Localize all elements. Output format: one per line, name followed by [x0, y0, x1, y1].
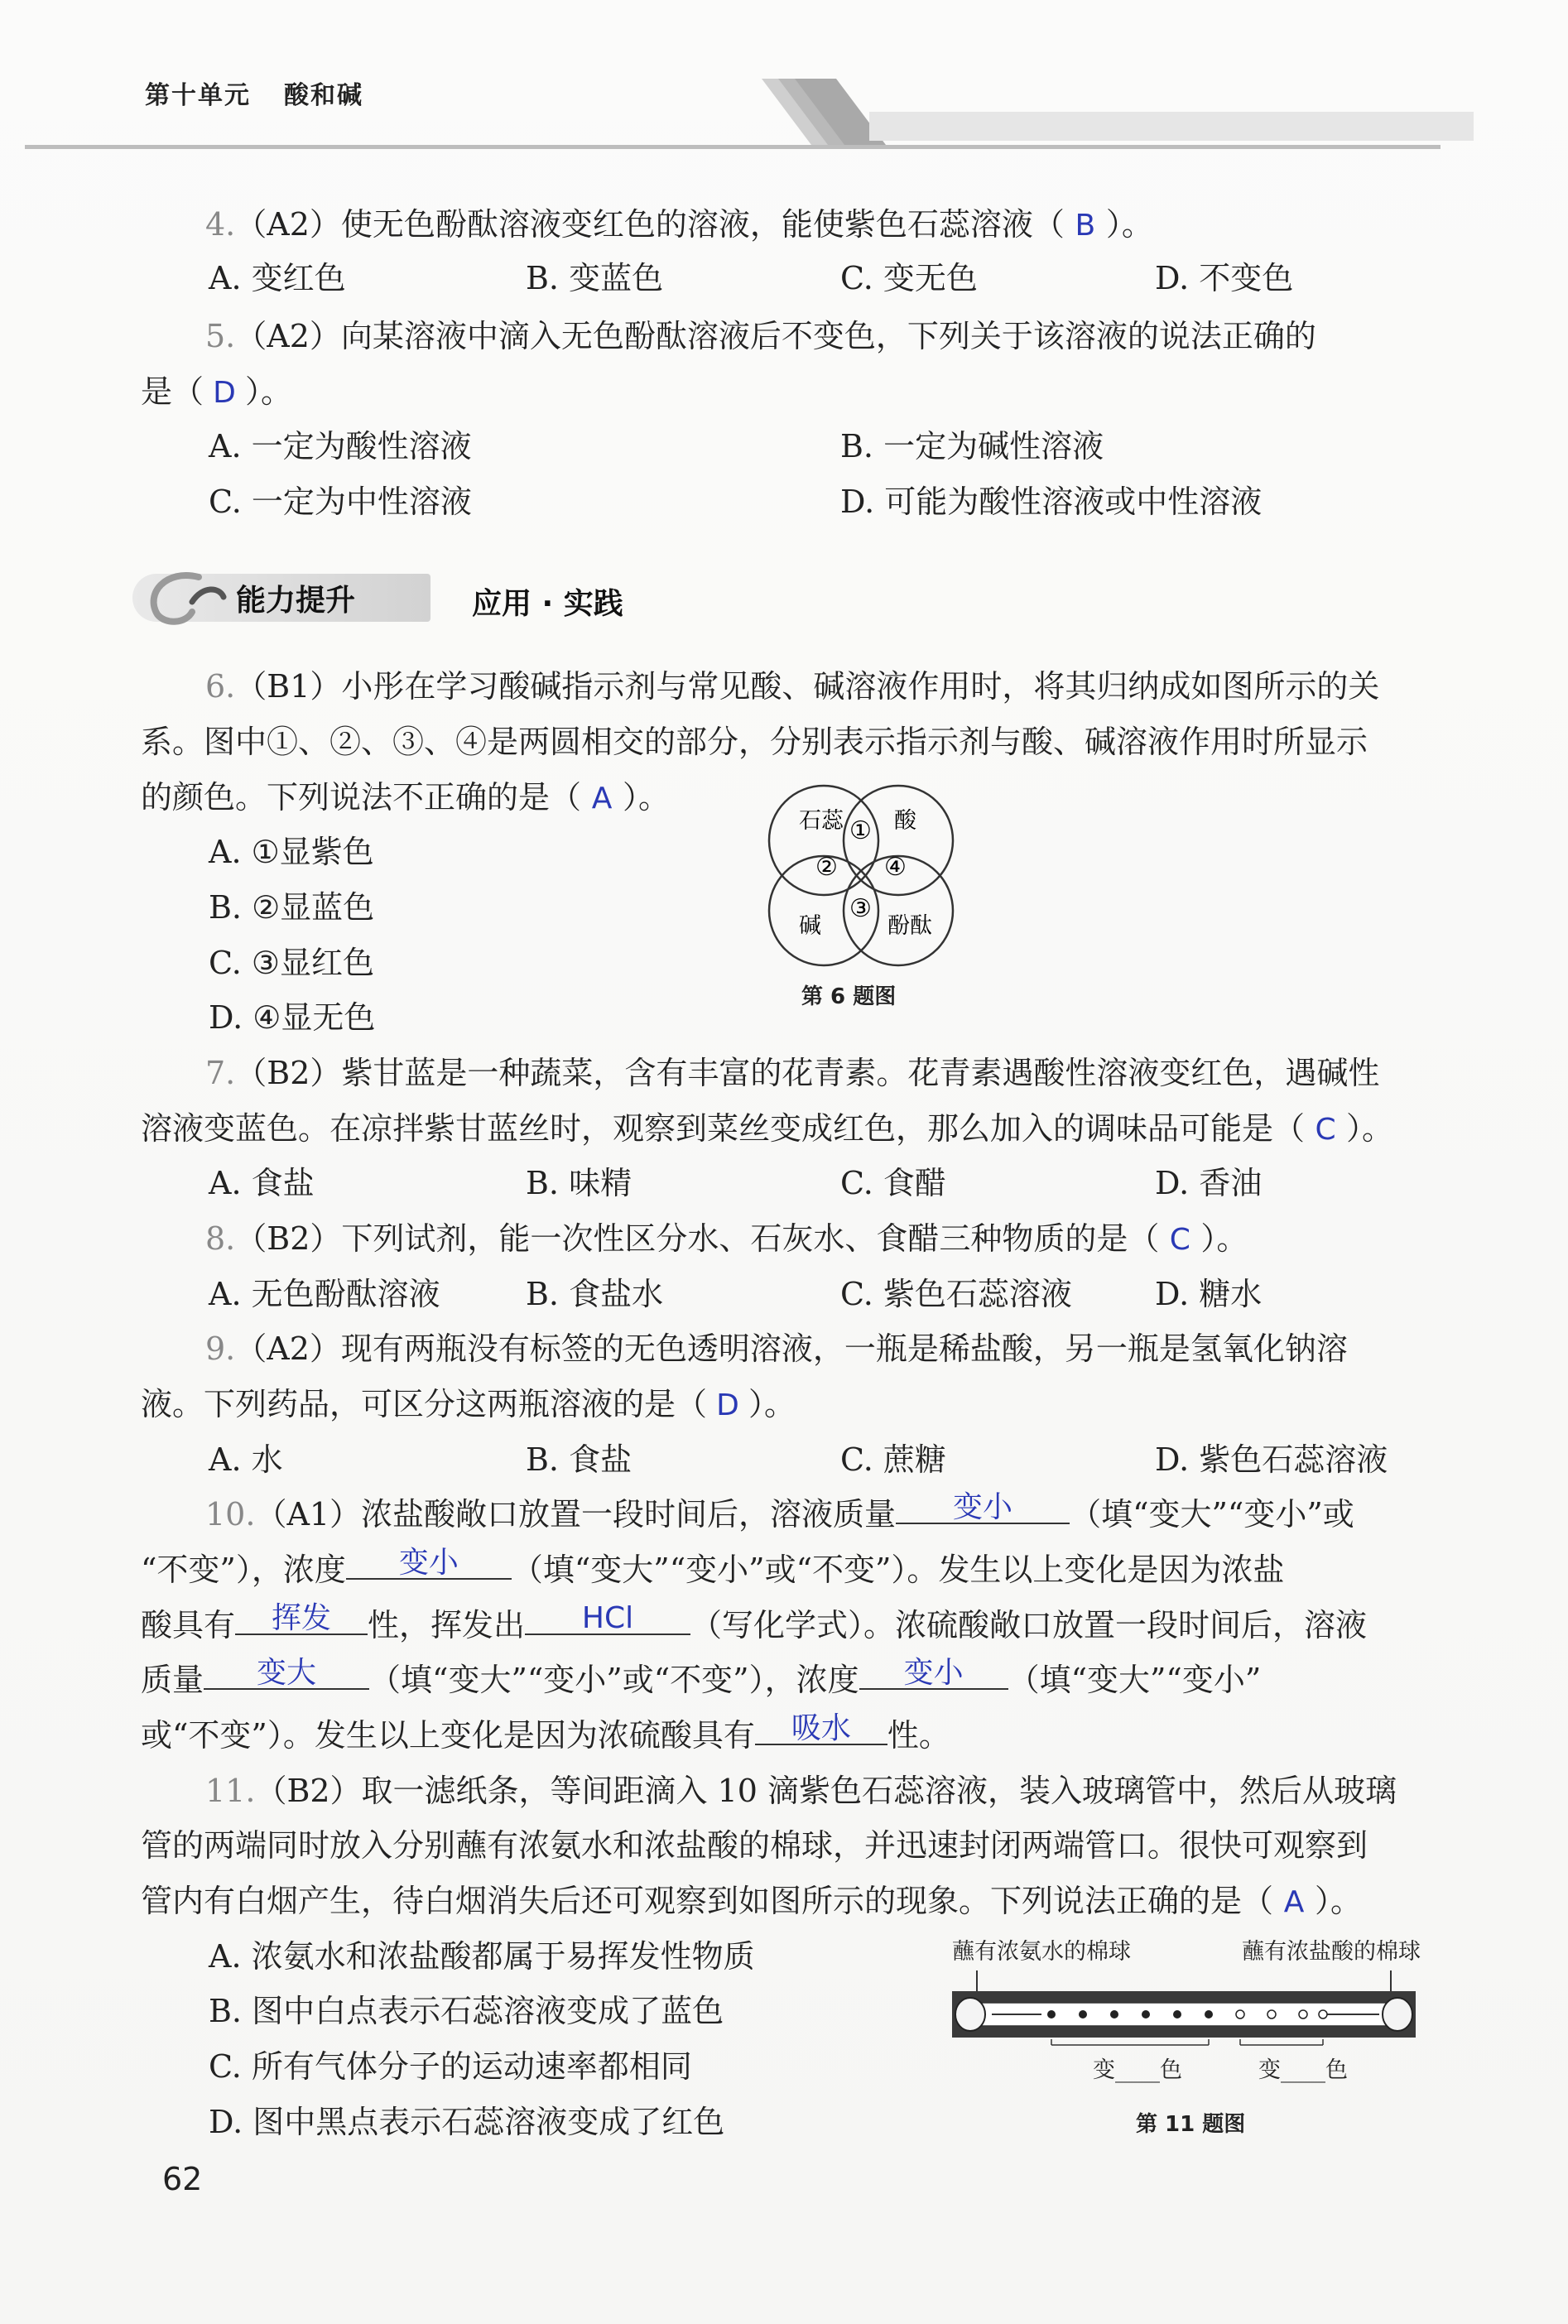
q11-figure-caption: 第 11 题图	[1136, 2112, 1246, 2137]
q10-blank-2[interactable]: 变小	[346, 1548, 512, 1580]
q5-option-b: B. 一定为碱性溶液	[840, 428, 1104, 464]
section-title: 能力提升	[236, 584, 356, 618]
q6-stem: 6.（B1）小彤在学习酸碱指示剂与常见酸、碱溶液作用时，将其归纳成如图所示的关	[205, 668, 1380, 705]
q10-line1: 10.（A1）浓盐酸敞口放置一段时间后，溶液质量 变小 （填“变大”“变小”或	[205, 1490, 1354, 1532]
q10-blank-4[interactable]: HCl	[525, 1604, 690, 1635]
tube-label-left: 蘸有浓氨水的棉球	[952, 1939, 1131, 1965]
q9-stem-line2: 液。下列药品，可区分这两瓶溶液的是（ D ）。	[141, 1383, 796, 1427]
q11-stem: 11.（B2）取一滤纸条，等间距滴入 10 滴紫色石蕊溶液，装入玻璃管中，然后从玻璃	[205, 1773, 1397, 1809]
q9-answer: D	[716, 1388, 739, 1422]
header-title	[145, 75, 363, 111]
q8-option-b: B. 食盐水	[526, 1276, 664, 1312]
q6-stem-line2: 系。图中①、②、③、④是两圆相交的部分，分别表示指示剂与酸、碱溶液作用时所显示	[141, 724, 1368, 760]
q6-figure-caption: 第 6 题图	[801, 984, 897, 1009]
q6-option-c: C. ③显红色	[209, 945, 374, 981]
q4-answer: B	[1075, 209, 1096, 243]
q7-answer: C	[1315, 1113, 1336, 1147]
unit-label: 第十单元	[145, 81, 251, 110]
tube-change-right: 变____色	[1258, 2057, 1348, 2083]
q8-stem: 8.（B2）下列试剂，能一次性区分水、石灰水、食醋三种物质的是（ C ）。	[205, 1217, 1248, 1262]
q10-line2: “不变”），浓度 变小 （填“变大”“变小”或“不变”）。发生以上变化是因为浓盐	[141, 1546, 1285, 1588]
header-rule	[25, 145, 1441, 149]
section-subtitle: 应用 · 实践	[472, 587, 623, 621]
q8-option-a: A. 无色酚酞溶液	[209, 1276, 440, 1312]
q11-option-a: A. 浓氨水和浓盐酸都属于易挥发性物质	[209, 1938, 755, 1975]
section-swirl-icon	[141, 569, 232, 628]
q11-tube-figure	[944, 1966, 1441, 2082]
q6-option-b: B. ②显蓝色	[209, 889, 375, 926]
q4-option-d: D. 不变色	[1155, 260, 1294, 296]
q10-line3: 酸具有 挥发 性，挥发出 HCl （写化学式）。浓硫酸敞口放置一段时间后，溶液	[141, 1601, 1368, 1643]
q7-option-d: D. 香油	[1155, 1165, 1263, 1201]
q9-option-d: D. 紫色石蕊溶液	[1155, 1441, 1388, 1478]
venn-region-1: ①	[849, 816, 872, 845]
q5-stem: 5.（A2）向某溶液中滴入无色酚酞溶液后不变色，下列关于该溶液的说法正确的	[205, 318, 1316, 354]
q6-option-d: D. ④显无色	[209, 999, 376, 1036]
q11-answer: A	[1283, 1885, 1305, 1919]
q8-answer: C	[1169, 1223, 1190, 1257]
q9-option-c: C. 蔗糖	[840, 1441, 946, 1478]
tube-change-left: 变____色	[1093, 2057, 1182, 2083]
q7-option-c: C. 食醋	[840, 1165, 946, 1201]
q7-stem: 7.（B2）紫甘蓝是一种蔬菜，含有丰富的花青素。花青素遇酸性溶液变红色，遇碱性	[205, 1055, 1380, 1091]
q9-option-b: B. 食盐	[526, 1441, 632, 1478]
q4-stem: 4.（A2）使无色酚酞溶液变红色的溶液，能使紫色石蕊溶液（ B ）。	[205, 203, 1153, 248]
page-number: 62	[162, 2161, 203, 2197]
q5-option-d: D. 可能为酸性溶液或中性溶液	[840, 484, 1263, 520]
q5-option-c: C. 一定为中性溶液	[209, 484, 472, 520]
q4-option-b: B. 变蓝色	[526, 260, 664, 296]
q7-option-b: B. 味精	[526, 1165, 632, 1201]
q8-option-c: C. 紫色石蕊溶液	[840, 1276, 1072, 1312]
q5-stem-line2: 是（ D ）。	[141, 370, 292, 415]
q4-option-c: C. 变无色	[840, 260, 978, 296]
venn-label-base: 碱	[799, 913, 821, 939]
q7-stem-line2: 溶液变蓝色。在凉拌紫甘蓝丝时，观察到菜丝变成红色，那么加入的调味品可能是（ C ）。	[141, 1107, 1393, 1152]
q10-blank-3[interactable]: 挥发	[235, 1604, 368, 1635]
q4-option-a: A. 变红色	[209, 260, 346, 296]
q6-stem-line3: 的颜色。下列说法不正确的是（ A ）。	[141, 776, 670, 820]
q10-blank-5[interactable]: 变大	[204, 1658, 369, 1690]
q11-stem-line3: 管内有白烟产生，待白烟消失后还可观察到如图所示的现象。下列说法正确的是（ A ）。	[141, 1879, 1362, 1924]
q10-line5: 或“不变”）。发生以上变化是因为浓硫酸具有 吸水 性。	[141, 1711, 950, 1754]
tube-label-right: 蘸有浓盐酸的棉球	[1242, 1939, 1421, 1965]
topic-label: 酸和碱	[284, 81, 363, 110]
q9-option-a: A. 水	[209, 1441, 283, 1478]
q9-stem: 9.（A2）现有两瓶没有标签的无色透明溶液，一瓶是稀盐酸，另一瓶是氢氧化钠溶	[205, 1330, 1348, 1367]
q10-blank-6[interactable]: 变小	[859, 1658, 1008, 1690]
venn-region-3: ③	[849, 894, 872, 923]
venn-label-phenol: 酚酞	[887, 913, 932, 939]
q10-blank-1[interactable]: 变小	[896, 1493, 1070, 1524]
q6-venn-figure	[753, 782, 969, 973]
q8-option-d: D. 糖水	[1155, 1276, 1263, 1312]
q5-option-a: A. 一定为酸性溶液	[209, 428, 472, 464]
q11-option-b: B. 图中白点表示石蕊溶液变成了蓝色	[209, 1993, 724, 2029]
venn-label-litmus: 石蕊	[799, 808, 844, 834]
q6-answer: A	[591, 782, 613, 816]
q6-option-a: A. ①显紫色	[209, 834, 374, 870]
section-banner	[132, 567, 662, 633]
header-stripes-decoration	[729, 79, 1474, 145]
page-header	[25, 58, 1449, 149]
q10-line4: 质量 变大 （填“变大”“变小”或“不变”），浓度 变小 （填“变大”“变小”	[141, 1656, 1262, 1698]
q5-answer: D	[213, 376, 236, 410]
q7-option-a: A. 食盐	[209, 1165, 315, 1201]
q11-option-c: C. 所有气体分子的运动速率都相同	[209, 2048, 692, 2085]
q11-stem-line2: 管的两端同时放入分别蘸有浓氨水和浓盐酸的棉球，并迅速封闭两端管口。很快可观察到	[141, 1827, 1368, 1864]
venn-region-4: ④	[884, 853, 907, 882]
venn-region-2: ②	[815, 853, 838, 882]
venn-label-acid: 酸	[894, 808, 916, 834]
q10-blank-7[interactable]: 吸水	[755, 1714, 887, 1745]
q11-option-d: D. 图中黑点表示石蕊溶液变成了红色	[209, 2104, 725, 2140]
